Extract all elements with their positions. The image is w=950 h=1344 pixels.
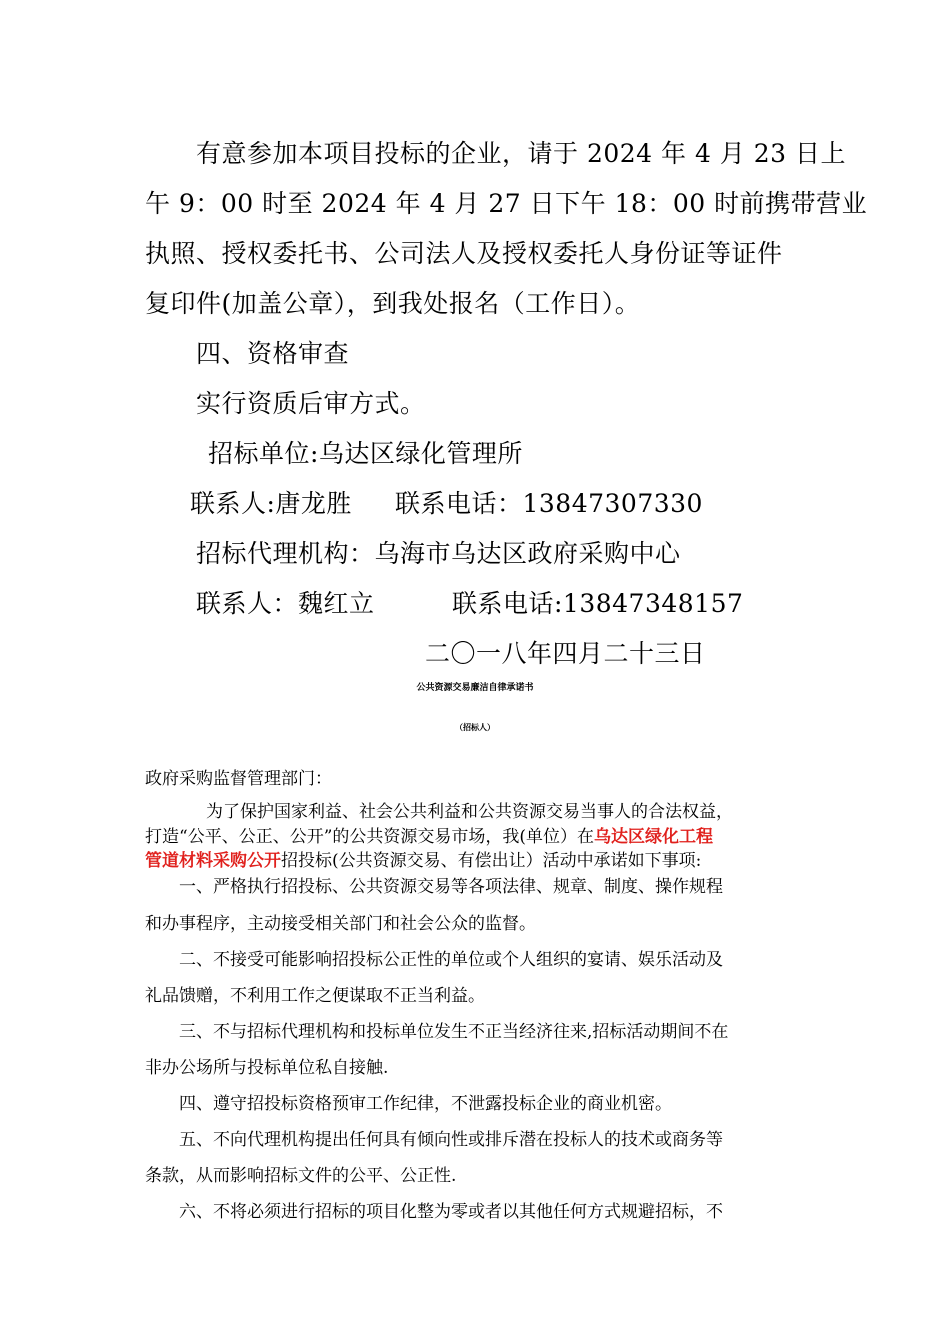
section4-heading: 四、资格审查 — [196, 339, 350, 368]
project-name-highlight-1: 乌达区绿化工程 — [594, 827, 714, 847]
intro-line1: 为了保护国家利益、社会公共利益和公共资源交易当事人的合法权益， — [206, 802, 733, 822]
para1-line4: 复印件(加盖公章），到我处报名（工作日）。 — [145, 289, 641, 318]
pledge-subtitle: （招标人） — [455, 723, 495, 732]
date-line: 二〇一八年四月二十三日 — [425, 639, 706, 668]
section4-text: 实行资质后审方式。 — [196, 389, 426, 418]
contact2-name: 联系人：魏红立 — [196, 589, 375, 618]
item6-line1: 六、不将必须进行招标的项目化整为零或者以其他任何方式规避招标，不 — [179, 1202, 723, 1222]
item2-line2: 礼品馈赠，不利用工作之便谋取不正当利益。 — [145, 986, 485, 1006]
contact1-name: 联系人:唐龙胜 — [190, 489, 352, 518]
item4-line1: 四、遵守招投标资格预审工作纪律，不泄露投标企业的商业机密。 — [179, 1094, 672, 1114]
para1-line2: 午 9：00 时至 2024 年 4 月 27 日下午 18：00 时前携带营业 — [145, 189, 868, 218]
item2-line1: 二、不接受可能影响招投标公正性的单位或个人组织的宴请、娱乐活动及 — [179, 950, 723, 970]
intro-line2 — [145, 822, 713, 847]
contact1-phone: 联系电话：13847307330 — [395, 489, 703, 518]
project-name-highlight-2: 管道材料采购公开 — [145, 851, 281, 871]
pledge-title: 公共资源交易廉洁自律承诺书 — [416, 683, 534, 693]
contact2-phone: 联系电话:13847348157 — [452, 589, 744, 618]
intro-line2-text: 打造“公平、公正、公开”的公共资源交易市场，我(单位）在 — [145, 827, 595, 847]
item3-line1: 三、不与招标代理机构和投标单位发生不正当经济往来,招标活动期间不在 — [179, 1022, 729, 1042]
item1-line2: 和办事程序，主动接受相关部门和社会公众的监督。 — [145, 914, 536, 934]
tenderer-line: 招标单位:乌达区绿化管理所 — [208, 439, 523, 468]
item3-line2: 非办公场所与投标单位私自接触. — [145, 1058, 389, 1078]
item5-line2: 条款，从而影响招标文件的公平、公正性. — [145, 1166, 457, 1186]
addressee: 政府采购监督管理部门： — [145, 769, 332, 789]
para1-line3: 执照、授权委托书、公司法人及授权委托人身份证等证件 — [145, 239, 783, 268]
item5-line1: 五、不向代理机构提出任何具有倾向性或排斥潜在投标人的技术或商务等 — [179, 1130, 723, 1150]
intro-line3 — [145, 846, 701, 871]
agency-line: 招标代理机构：乌海市乌达区政府采购中心 — [196, 539, 681, 568]
intro-line3-text: 招投标(公共资源交易、有偿出让）活动中承诺如下事项: — [281, 851, 702, 871]
item1-line1: 一、严格执行招投标、公共资源交易等各项法律、规章、制度、操作规程 — [179, 877, 723, 897]
para1-line1: 有意参加本项目投标的企业，请于 2024 年 4 月 23 日上 — [196, 139, 847, 168]
